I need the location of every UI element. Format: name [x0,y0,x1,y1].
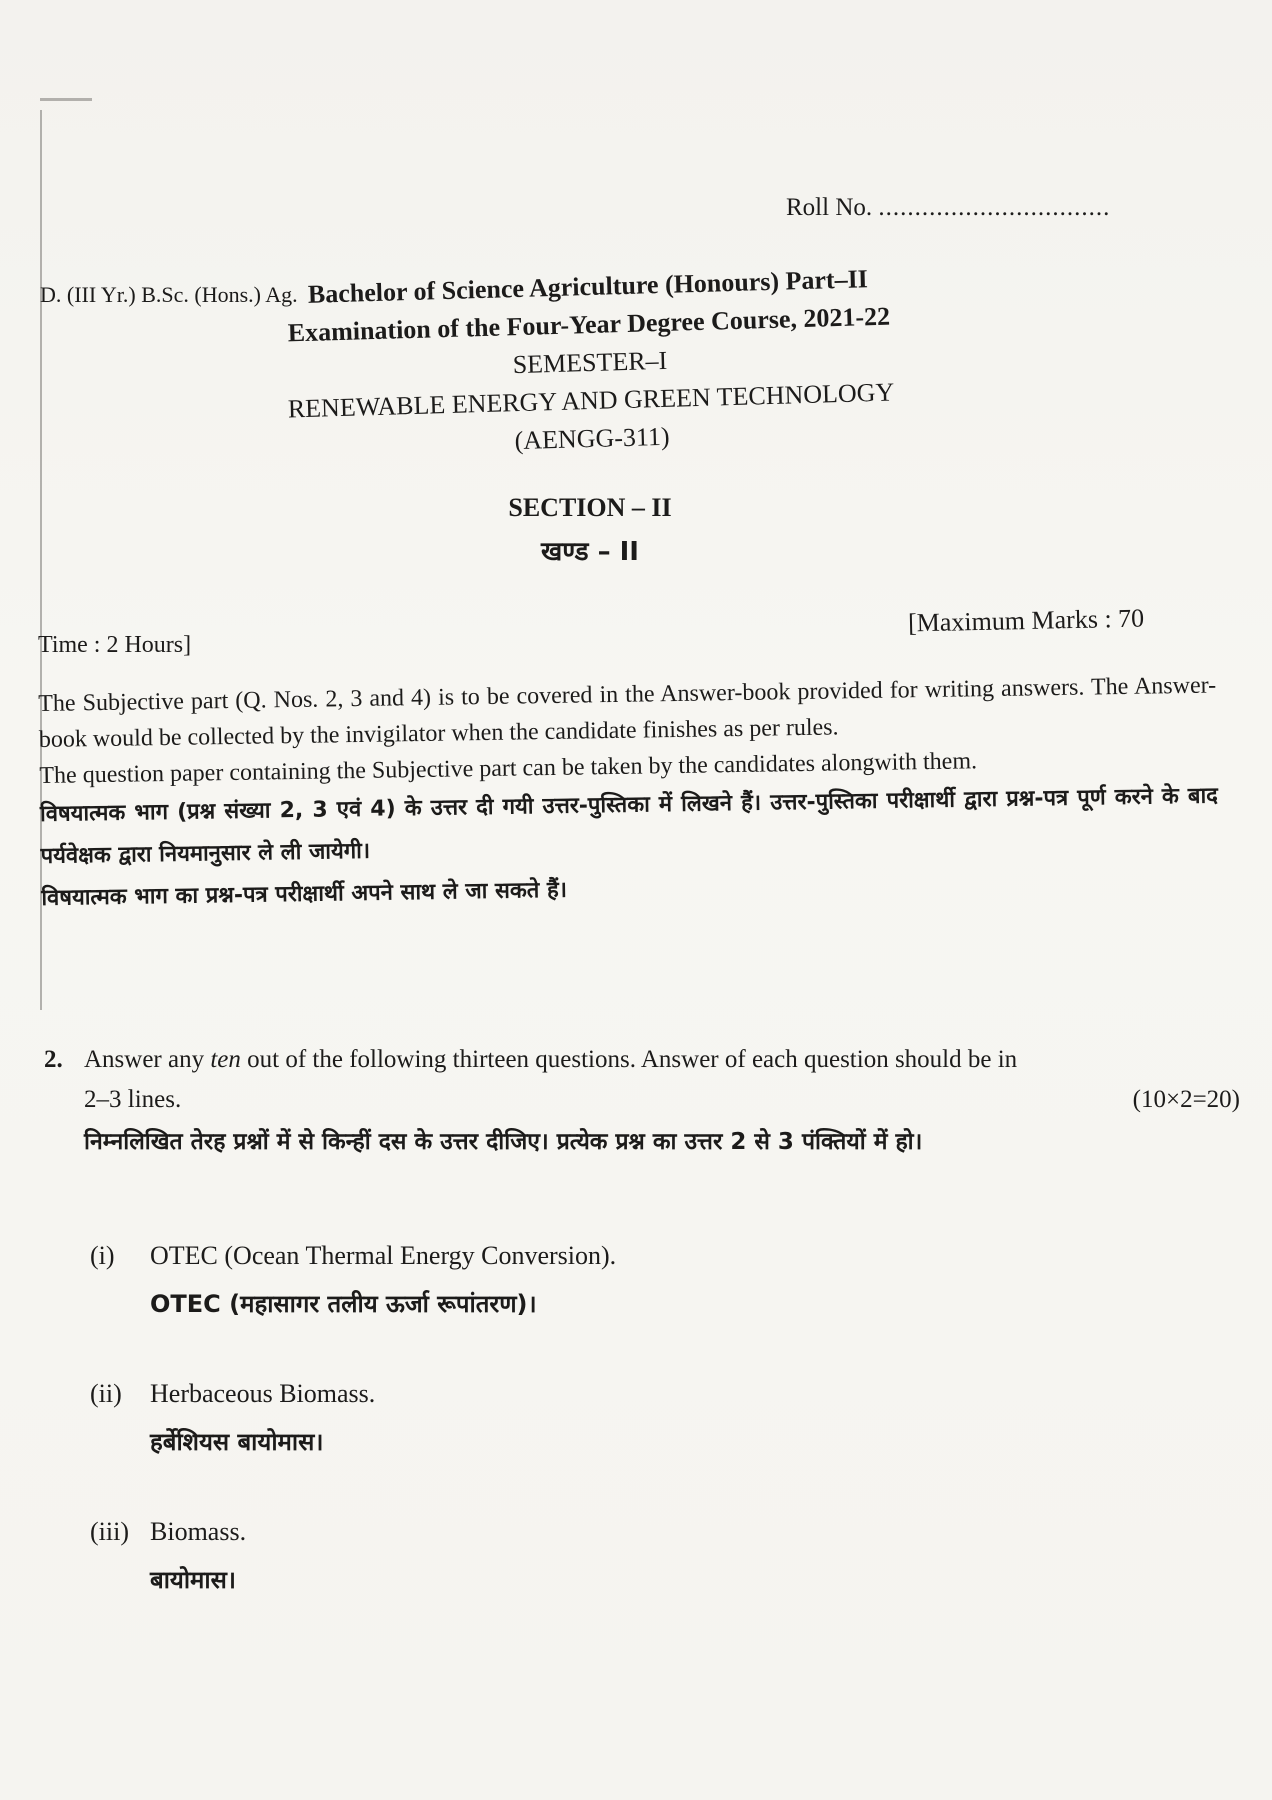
roll-number-label: Roll No. [786,194,873,221]
question-text-post: out of the following thirteen questions. Answer of each question should be in [240,1046,1018,1073]
question-text-pre: Answer any [84,1046,211,1073]
sub-question-en: Biomass. [150,1517,247,1546]
question-number: 2. [44,1046,63,1073]
question-marks: (10×2=20) [1132,1086,1240,1113]
section-title-en: SECTION – II [508,493,672,522]
sub-question-iii [90,1508,246,1604]
instruction-en-1: The Subjective part (Q. Nos. 2, 3 and 4) is to be covered in the Answer-book provided for writing answers. The Answer-book would be collected by the invigilator when the candidate finishes as per rules. [38,672,1217,753]
sub-question-label: (ii) [90,1379,122,1408]
section-title-hi: खण्ड – II [541,537,639,567]
sub-question-en: Herbaceous Biomass. [150,1379,376,1408]
sub-question-ii [90,1370,375,1466]
roll-number-field [786,194,1110,222]
corner-mark [40,98,92,101]
course-code: D. (III Yr.) B.Sc. (Hons.) Ag. [40,282,298,307]
sub-question-i [90,1232,616,1328]
sub-question-hi: OTEC (महासागर तलीय ऊर्जा रूपांतरण)। [150,1290,537,1318]
exam-title: Examination of the Four-Year Degree Course, 2021-22 [287,301,891,348]
question-2 [44,1040,1240,1164]
subject-code: (AENGG-311) [514,421,670,456]
semester: SEMESTER–I [512,345,668,380]
instruction-hi-1: विषयात्मक भाग (प्रश्न संख्या 2, 3 एवं 4) के उत्तर दी गयी उत्तर-पुस्तिका में लिखने हैं। उत्तर-पुस्तिका परीक्षार्थी द्वारा प्रश्न-पत्र पूर्ण करने के बाद पर्यवेक्षक द्वारा नियमानुसार ले ली जायेगी। [39,783,1219,869]
instructions [38,667,1220,919]
subject-title: RENEWABLE ENERGY AND GREEN TECHNOLOGY [287,377,895,424]
maximum-marks: [Maximum Marks : 70 [907,603,1145,638]
sub-question-hi: हर्बेशियस बायोमास। [150,1428,324,1456]
question-text-emphasis: ten [210,1046,241,1073]
time-allowed: Time : 2 Hours] [38,632,192,658]
sub-question-hi: बायोमास। [150,1566,236,1594]
sub-question-label: (i) [90,1241,115,1270]
question-text-line2: 2–3 lines. [84,1086,182,1113]
instruction-en-2: The question paper containing the Subjective part can be taken by the candidates alongwith them. [39,748,978,789]
roll-number-dots: ................................ [878,194,1111,221]
exam-header [227,258,952,468]
section-heading [430,486,750,574]
question-text-hi: निम्नलिखित तेरह प्रश्नों में से किन्हीं दस के उत्तर दीजिए। प्रत्येक प्रश्न का उत्तर 2 से 3 पंक्तियों में हो। [84,1129,923,1155]
instruction-hi-2: विषयात्मक भाग का प्रश्न-पत्र परीक्षार्थी अपने साथ ले जा सकते हैं। [41,877,568,911]
degree-title: Bachelor of Science Agriculture (Honours) Part–II [307,264,869,309]
question-text [84,1040,1240,1080]
sub-question-label: (iii) [90,1517,129,1546]
sub-question-en: OTEC (Ocean Thermal Energy Conversion). [150,1241,617,1270]
